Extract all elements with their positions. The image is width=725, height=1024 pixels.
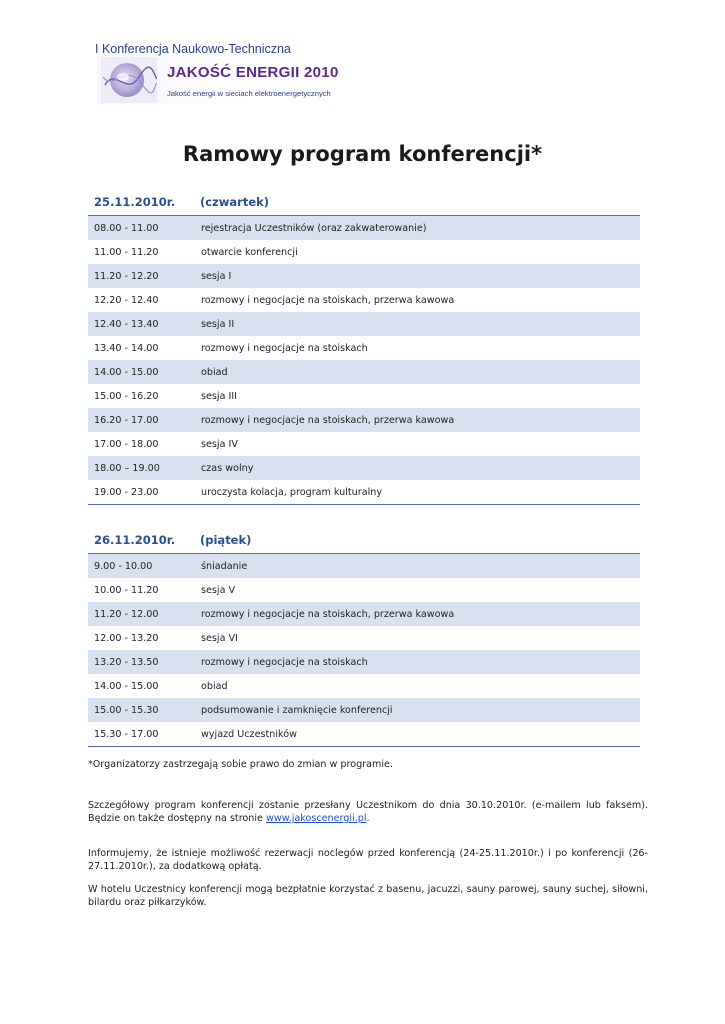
event-cell: sesja II: [201, 312, 640, 336]
day-2-schedule: [88, 531, 640, 747]
time-cell: 16.20 - 17.00: [88, 408, 201, 432]
event-cell: sesja I: [201, 264, 640, 288]
time-cell: 14.00 - 15.00: [88, 360, 201, 384]
time-cell: 19.00 - 23.00: [88, 480, 201, 505]
event-cell: obiad: [201, 360, 640, 384]
event-cell: sesja VI: [201, 632, 238, 644]
table-row: [88, 456, 640, 480]
table-row: [88, 432, 640, 456]
day-1-weekday: (czwartek): [200, 195, 270, 209]
time-cell: 14.00 - 15.00: [94, 680, 159, 692]
time-cell: 12.20 - 12.40: [94, 294, 159, 306]
table-row: [88, 480, 640, 505]
event-cell: uroczysta kolacja, program kulturalny: [201, 480, 640, 505]
table-row: [88, 554, 640, 578]
conference-brand: JAKOŚĆ ENERGII 2010: [167, 64, 339, 81]
day-2-weekday: (piątek): [200, 533, 252, 547]
event-cell: rozmowy i negocjacje na stoiskach, przerwa kawowa: [201, 602, 640, 626]
event-cell: podsumowanie i zamknięcie konferencji: [201, 698, 640, 722]
time-cell: 9.00 - 10.00: [88, 554, 201, 578]
table-row: [88, 578, 640, 602]
time-cell: 13.20 - 13.50: [88, 650, 201, 674]
table-row: [88, 384, 640, 408]
conference-logo: [97, 56, 353, 104]
day-1-heading: [88, 193, 640, 216]
conference-header: [95, 42, 355, 106]
page-title: Ramowy program konferencji*: [182, 142, 543, 166]
time-cell: 15.30 - 17.00: [88, 722, 201, 747]
table-row: [88, 360, 640, 384]
time-cell: 08.00 - 11.00: [88, 216, 201, 240]
time-cell: 15.00 - 16.20: [94, 390, 159, 402]
table-row: [88, 312, 640, 336]
table-row: [88, 698, 640, 722]
table-row: [88, 216, 640, 240]
table-row: [88, 626, 640, 650]
time-cell: 11.20 - 12.00: [88, 602, 201, 626]
event-cell: rozmowy i negocjacje na stoiskach: [201, 650, 640, 674]
time-cell: 15.00 - 15.30: [88, 698, 201, 722]
conference-name: I Konferencja Naukowo-Techniczna: [95, 42, 291, 56]
event-cell: sesja IV: [201, 438, 238, 450]
event-cell: otwarcie konferencji: [201, 246, 298, 258]
time-cell: 13.40 - 14.00: [94, 342, 159, 354]
event-cell: wyjazd Uczestników: [201, 722, 640, 747]
event-cell: sesja III: [201, 390, 237, 402]
info-program-text: Szczegółowy program konferencji zostanie przesłany Uczestnikom do dnia 30.10.2010r. (e-mailem lub faksem). Będzie on także dostępny na stronie: [88, 800, 648, 824]
event-cell: rozmowy i negocjacje na stoiskach, przerwa kawowa: [201, 294, 455, 306]
info-program-end: .: [366, 813, 370, 824]
day-1-date: 25.11.2010r.: [94, 195, 176, 209]
time-cell: 17.00 - 18.00: [94, 438, 159, 450]
info-accommodation-paragraph: Informujemy, że istnieje możliwość rezerwacji noclegów przed konferencją (24-25.11.2010r.) i po konferencji (26-27.11.2010r.), za dodatkową opłatą.: [88, 848, 648, 872]
time-cell: 18.00 – 19.00: [88, 456, 201, 480]
info-hotel-paragraph: W hotelu Uczestnicy konferencji mogą bezpłatnie korzystać z basenu, jacuzzi, sauny parowej, sauny suchej, siłowni, bilardu oraz piłkarzyków.: [88, 884, 648, 908]
table-row: [88, 722, 640, 747]
event-cell: czas wolny: [201, 456, 640, 480]
day-2-table: [88, 554, 640, 747]
table-row: [88, 336, 640, 360]
event-cell: rejestracja Uczestników (oraz zakwaterowanie): [201, 216, 640, 240]
time-cell: 12.40 - 13.40: [88, 312, 201, 336]
day-1-schedule: [88, 193, 640, 505]
table-row: [88, 602, 640, 626]
event-cell: rozmowy i negocjacje na stoiskach, przerwa kawowa: [201, 408, 640, 432]
table-row: [88, 650, 640, 674]
event-cell: śniadanie: [201, 554, 640, 578]
table-row: [88, 264, 640, 288]
time-cell: 10.00 - 11.20: [94, 584, 159, 596]
event-cell: sesja V: [201, 584, 236, 596]
time-cell: 11.00 - 11.20: [94, 246, 159, 258]
table-row: [88, 240, 640, 264]
footnote: *Organizatorzy zastrzegają sobie prawo do zmian w programie.: [88, 759, 393, 770]
website-link[interactable]: www.jakoscenergii.pl: [266, 813, 367, 824]
event-cell: obiad: [201, 680, 228, 692]
event-cell: rozmowy i negocjacje na stoiskach: [201, 342, 368, 354]
day-1-table: [88, 216, 640, 505]
time-cell: 11.20 - 12.20: [88, 264, 201, 288]
day-2-date: 26.11.2010r.: [94, 533, 176, 547]
energy-wave-logo-icon: [101, 57, 157, 103]
info-program-paragraph: [88, 799, 648, 825]
table-row: [88, 408, 640, 432]
conference-subtitle: Jakość energii w sieciach elektroenergetycznych: [167, 89, 331, 98]
table-row: [88, 288, 640, 312]
day-2-heading: [88, 531, 640, 554]
table-row: [88, 674, 640, 698]
time-cell: 12.00 - 13.20: [94, 632, 159, 644]
